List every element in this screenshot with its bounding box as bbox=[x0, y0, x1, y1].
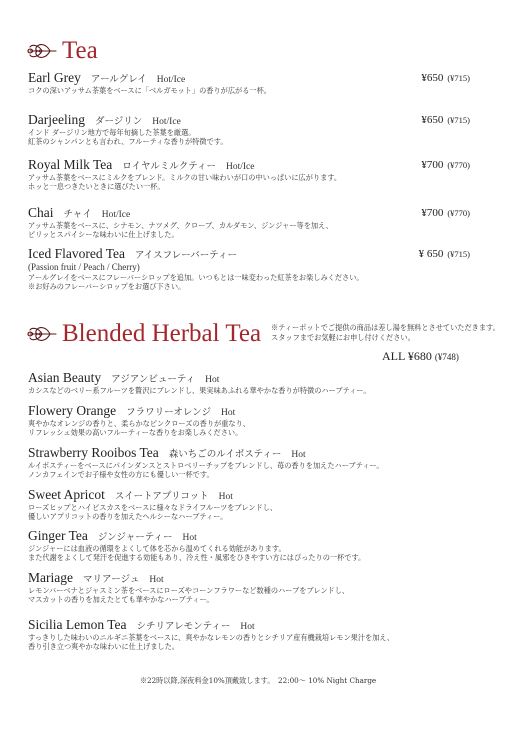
item-name-jp: アイスフレーバーティー bbox=[135, 250, 237, 261]
menu-item-iced-flavored-tea bbox=[28, 246, 488, 291]
item-price: ¥ 650 (¥715) bbox=[418, 248, 470, 260]
item-desc: リフレッシュ効果の高いフルーティーな香りをお楽しみください。 bbox=[28, 428, 243, 437]
item-name: Mariage bbox=[28, 570, 73, 585]
item-price: ¥650 (¥715) bbox=[421, 72, 470, 84]
tea-title: Tea bbox=[62, 37, 98, 64]
item-name-jp: 森いちごのルイボスティー bbox=[168, 449, 282, 460]
night-charge-note: ※22時以降,深夜料金10%頂戴致します。 22:00～ 10% Night Charge bbox=[139, 676, 377, 685]
item-desc: ルイボスティーをベースにパインダンスとストロベリーチップをブレンドし、苺の香りを加えたハーブティー。 bbox=[28, 461, 384, 470]
menu-item-asian-beauty bbox=[28, 370, 488, 395]
item-type: Hot/Ice bbox=[156, 75, 186, 85]
item-name-jp: ロイヤルミルクティー bbox=[122, 161, 216, 172]
item-name-jp: ジンジャーティー bbox=[97, 532, 173, 543]
item-name-jp: アジアンビューティ bbox=[111, 374, 196, 385]
item-type: Hot bbox=[220, 408, 236, 418]
ornament-icon bbox=[26, 322, 58, 346]
item-desc: インド ダージリン地方で毎年旬摘した茶葉を厳選。 bbox=[28, 128, 196, 137]
item-name: Asian Beauty bbox=[28, 370, 102, 385]
menu-item-earl-grey bbox=[28, 70, 488, 95]
item-desc: 爽やかなオレンジの香りと、柔らかなピンクローズの香りが重なり、 bbox=[28, 419, 250, 428]
item-desc: 紅茶のシャンパンとも言われ、フルーティな香りが特徴です。 bbox=[28, 137, 228, 146]
item-desc: ノンカフェインでお子様や女性の方にも優しい一杯です。 bbox=[28, 470, 214, 479]
ornament-icon bbox=[26, 39, 58, 63]
item-desc: アッサム茶葉をベースにミルクをブレンド。ミルクの甘い味わいが口の中いっぱいに広がります。 bbox=[28, 173, 342, 182]
menu-item-flowery-orange bbox=[28, 403, 488, 437]
item-name: Chai bbox=[28, 205, 54, 220]
item-desc: レモンバーベナとジャスミン茶をベースにローズやコーンフラワーなど数種のハーブをブレンドし、 bbox=[28, 586, 350, 595]
tea-section-title bbox=[26, 38, 98, 63]
herbal-section-title bbox=[26, 321, 261, 346]
item-name-jp: チャイ bbox=[63, 209, 92, 220]
item-desc: アッサム茶葉をベースに、シナモン、ナツメグ、クローブ、カルダモン、ジンジャー等を加え、 bbox=[28, 221, 333, 230]
item-price: ¥700 (¥770) bbox=[421, 159, 470, 171]
item-desc: ※お好みのフレーバーシロップをお選び下さい。 bbox=[28, 282, 186, 291]
item-desc: マスカットの香りを加えたとても華やかなハーブティー。 bbox=[28, 595, 214, 604]
item-type: Hot/Ice bbox=[101, 210, 131, 220]
item-price: ¥650 (¥715) bbox=[421, 114, 470, 126]
menu-item-sweet-apricot bbox=[28, 487, 488, 521]
item-type: Hot bbox=[182, 533, 197, 543]
item-name: Sicilia Lemon Tea bbox=[28, 617, 127, 632]
item-name: Sweet Apricot bbox=[28, 487, 105, 502]
item-name-jp: マリアージュ bbox=[82, 574, 140, 585]
item-name: Strawberry Rooibos Tea bbox=[28, 445, 159, 460]
item-desc: 優しいアプリコットの香りを加えたヘルシーなハーブティー。 bbox=[28, 512, 228, 521]
item-price: ¥700 (¥770) bbox=[421, 207, 470, 219]
item-name-jp: ダージリン bbox=[94, 116, 143, 127]
item-name: Ginger Tea bbox=[28, 528, 88, 543]
all-price: ALL ¥680 (¥748) bbox=[382, 349, 459, 363]
item-flavors: (Passion fruit / Peach / Cherry) bbox=[28, 262, 140, 272]
item-name: Iced Flavored Tea bbox=[28, 246, 126, 261]
item-name: Royal Milk Tea bbox=[28, 157, 113, 172]
item-desc: コクの深いアッサム茶葉をベースに「ベルガモット」の香りが広がる一杯。 bbox=[28, 86, 271, 95]
item-name: Flowery Orange bbox=[28, 403, 117, 418]
menu-item-darjeeling bbox=[28, 112, 488, 146]
item-desc: 香り引き立つ爽やかな味わいに仕上げました。 bbox=[28, 642, 179, 651]
item-desc: カシスなどのベリー系フルーツを贅沢にブレンドし、果実味あふれる華やかな香りが特徴のハーブティー。 bbox=[28, 386, 371, 395]
item-name-jp: アールグレイ bbox=[90, 74, 147, 85]
menu-item-strawberry-rooibos bbox=[28, 445, 488, 479]
item-type: Hot bbox=[218, 492, 233, 502]
item-type: Hot bbox=[149, 575, 164, 585]
item-desc: ホッと一息つきたいときに選びたい一杯。 bbox=[28, 182, 165, 191]
menu-item-royal-milk-tea bbox=[28, 157, 488, 191]
item-name: Darjeeling bbox=[28, 112, 85, 127]
item-name-jp: シチリアレモンティー bbox=[136, 621, 231, 632]
item-name-jp: スイートアプリコット bbox=[114, 491, 209, 502]
item-name: Earl Grey bbox=[28, 70, 81, 85]
item-type: Hot bbox=[291, 450, 306, 460]
item-type: Hot bbox=[240, 622, 255, 632]
item-desc: アールグレイをベースにフレーバーシロップを追加。いつもとは一味変わった紅茶をお楽しみください。 bbox=[28, 273, 364, 282]
item-desc: ローズヒップとハイビスカスをベースに様々なドライフルーツをブレンドし、 bbox=[28, 503, 278, 512]
menu-item-mariage bbox=[28, 570, 488, 604]
item-desc: ピリッとスパイシーな味わいに仕上げました。 bbox=[28, 230, 179, 239]
item-type: Hot/Ice bbox=[152, 117, 181, 127]
item-name-jp: フラワリーオレンジ bbox=[126, 407, 211, 418]
item-desc: ジンジャーには血液の循環をよくして体を芯から温めてくれる効能があります。 bbox=[28, 544, 286, 553]
item-desc: また代謝をよくして発汗を促進する効能もあり、冷え性・風邪をひきやすい方にはぴったりの一杯です。 bbox=[28, 553, 366, 562]
refill-note: ※ティーポットでご提供の商品は差し湯を無料とさせていただきます。 スタッフまでお気軽にお申し付けください。 bbox=[271, 323, 500, 342]
menu-item-ginger-tea bbox=[28, 528, 488, 562]
menu-item-chai bbox=[28, 205, 488, 239]
item-type: Hot/Ice bbox=[225, 162, 255, 172]
menu-item-sicilia-lemon-tea bbox=[28, 617, 488, 651]
item-desc: すっきりした味わいのニルギニ茶葉をベースに、爽やかなレモンの香りとシチリア産有機栽培レモン果汁を加え、 bbox=[28, 633, 395, 642]
herbal-title: Blended Herbal Tea bbox=[62, 320, 262, 347]
item-type: Hot bbox=[205, 375, 220, 385]
